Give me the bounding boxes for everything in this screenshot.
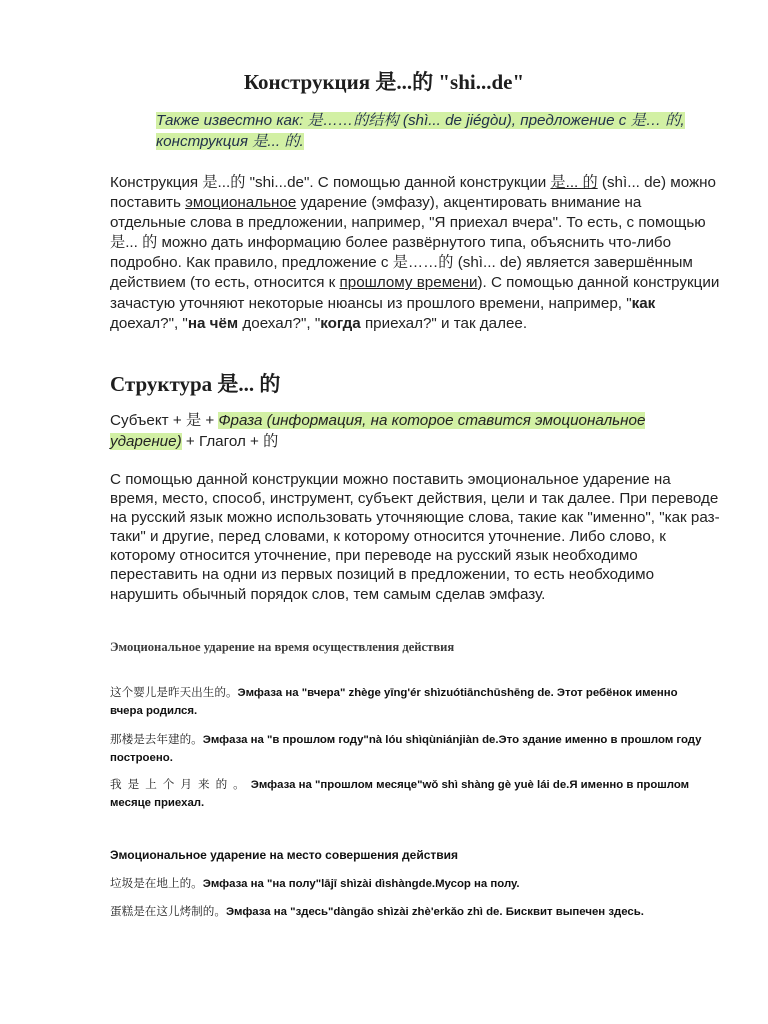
usage-paragraph: С помощью данной конструкции можно поставить эмоциональное ударение на время, место, способ, инструмент, субъект действия, цели и так далее. При переводе на русский язык можно использовать уточняющие слова, такие как "именно", "как раз-таки" и другие, перед словами, к которому относится уточнение. Либо слово, к которому относится уточнение, при переводе на русский язык необходимо переставить на одни из первых позиций в предложении, то есть необходимо нарушить обычный порядок слов, тем самым сделав эмфазу. [110, 471, 720, 603]
intro-text: доехал?", " [238, 314, 321, 332]
bold-word: когда [320, 314, 361, 332]
example-chinese: 我是上个月来的。 [110, 777, 251, 791]
example-text: Эмфаза на "прошлом месяце"wǒ shì shàng gè yuè lái de.Я именно в прошлом месяце приехал. [110, 779, 690, 810]
structure-heading: Структура 是... 的 [110, 372, 281, 396]
intro-text: доехал?", " [110, 314, 188, 332]
example-text: Эмфаза на "в прошлом году"nà lóu shìqùniánjiàn de.Это здание именно в прошлом году построено. [110, 734, 702, 765]
also-known-as [156, 110, 736, 152]
intro-text: Конструкция 是...的 "shi...de". С помощью данной конструкции [110, 174, 551, 191]
formula-text: + Глагол + 的 [181, 433, 279, 450]
page-title: Конструкция 是...的 "shi...de" [243, 70, 525, 94]
example-text: Эмфаза на "вчера" zhège yīng'ér shìzuótiānchūshēng de. Этот ребёнок именно вчера родился. [110, 687, 678, 718]
example-item [110, 775, 710, 813]
example-text: Эмфаза на "на полу"lājī shìzài dìshàngde.Мусор на полу. [202, 878, 520, 890]
past-tense-link[interactable]: прошлому времени [339, 274, 478, 292]
example-item [110, 874, 710, 893]
structure-formula [110, 410, 720, 452]
intro-paragraph [110, 173, 720, 334]
formula-text: Субъект + 是 + [110, 412, 219, 429]
example-chinese: 这个婴儿是昨天出生的。 [110, 685, 238, 699]
example-item [110, 730, 710, 768]
section-heading-place: Эмоциональное ударение на место совершения действия [110, 848, 459, 862]
example-item [110, 683, 710, 721]
example-chinese: 蛋糕是在这儿烤制的。 [110, 904, 226, 918]
intro-text: (shì... de) можно поставить [110, 174, 716, 212]
example-text: Эмфаза на "здесь"dàngāo shìzài zhè'erkǎo zhì de. Бисквит выпечен здесь. [225, 906, 644, 918]
intro-text: ). С помощью данной конструкции зачастую уточняют некоторые нюансы из прошлого времени, например, " [110, 274, 720, 312]
bold-word: как [631, 294, 656, 312]
section-heading-time: Эмоциональное ударение на время осуществления действия [110, 640, 455, 654]
also-known-as-label: Также известно как [156, 112, 300, 129]
example-chinese: 垃圾是在地上的。 [110, 876, 203, 890]
intro-text: ударение (эмфазу), акцентировать внимание на отдельные слова в предложении, например, "Я приехал вчера". То есть, с помощью 是... 的 можно дать информацию более развёрнутого типа, объяснить что-либо подробно. Как правило, предложение с 是……的 (shì... de) является завершённым действием (то есть, относится к [110, 194, 706, 292]
shi-de-link[interactable]: 是... 的 [550, 174, 598, 191]
also-known-as-text: : 是……的结构 (shì... de jiégòu), предложение с 是… 的, конструкция 是... 的. [156, 112, 685, 150]
emotional-link[interactable]: эмоциональное [185, 194, 297, 212]
intro-text: приехал?" и так далее. [360, 314, 528, 332]
bold-word: на чём [187, 314, 239, 332]
example-item [110, 902, 710, 921]
formula-phrase: Фраза (информация, на которое ставится эмоциональное ударение) [110, 412, 646, 450]
example-chinese: 那楼是去年建的。 [110, 732, 203, 746]
